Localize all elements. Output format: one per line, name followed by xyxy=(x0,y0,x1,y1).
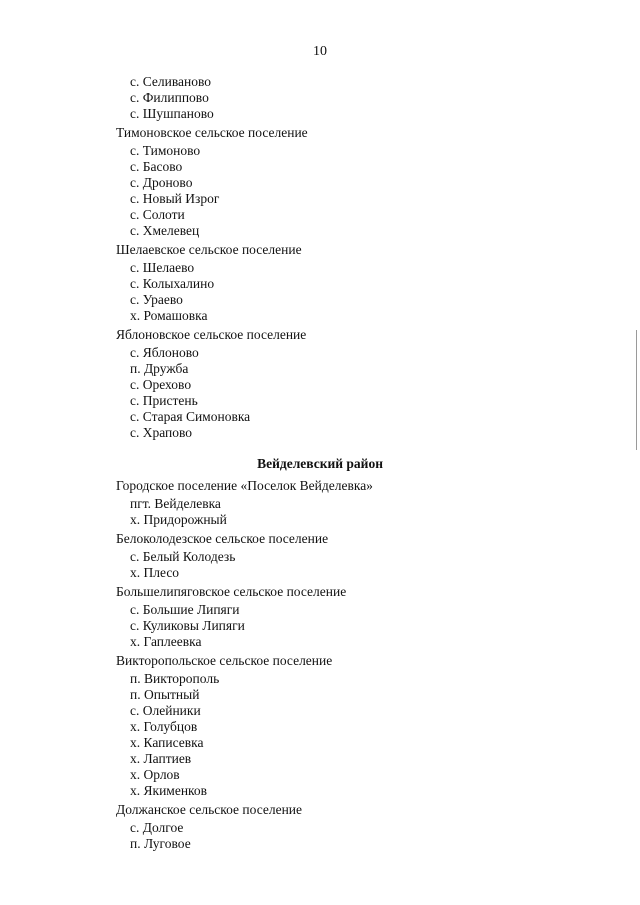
settlement-item: с. Храпово xyxy=(130,425,193,440)
scan-edge-mark xyxy=(636,330,637,450)
settlement-item: х. Лаптиев xyxy=(130,751,192,766)
settlement-item: х. Плесо xyxy=(130,565,180,580)
settlement-item: х. Каписевка xyxy=(130,735,204,750)
settlement-item: с. Дроново xyxy=(130,175,193,190)
settlement-item: х. Гаплеевка xyxy=(130,634,202,649)
settlement-item: с. Шелаево xyxy=(130,260,195,275)
municipality-title: Викторопольское сельское поселение xyxy=(116,653,333,668)
settlement-item: х. Придорожный xyxy=(130,512,227,527)
settlement-item: пгт. Вейделевка xyxy=(130,496,221,511)
municipality-title: Большелипяговское сельское поселение xyxy=(116,584,347,599)
settlement-item: с. Олейники xyxy=(130,703,201,718)
settlement-item: с. Солоти xyxy=(130,207,185,222)
settlement-item: п. Опытный xyxy=(130,687,200,702)
settlement-item: с. Ураево xyxy=(130,292,183,307)
settlement-item: с. Долгое xyxy=(130,820,184,835)
settlement-item: с. Селиваново xyxy=(130,74,212,89)
settlement-item: х. Орлов xyxy=(130,767,180,782)
settlement-item: с. Хмелевец xyxy=(130,223,200,238)
settlement-item: п. Луговое xyxy=(130,836,191,851)
settlement-item: с. Колыхалино xyxy=(130,276,215,291)
settlement-item: с. Орехово xyxy=(130,377,192,392)
settlement-item: п. Дружба xyxy=(130,361,189,376)
municipality-title: Яблоновское сельское поселение xyxy=(116,327,307,342)
settlement-item: с. Шушпаново xyxy=(130,106,214,121)
settlement-item: с. Старая Симоновка xyxy=(130,409,251,424)
settlement-item: с. Яблоново xyxy=(130,345,199,360)
page-number: 10 xyxy=(313,44,327,59)
settlement-item: п. Викторополь xyxy=(130,671,220,686)
settlement-item: с. Белый Колодезь xyxy=(130,549,236,564)
settlement-item: с. Басово xyxy=(130,159,183,174)
settlement-item: с. Пристень xyxy=(130,393,198,408)
settlement-item: с. Новый Изрог xyxy=(130,191,220,206)
municipality-title: Шелаевское сельское поселение xyxy=(116,242,302,257)
settlement-item: с. Филиппово xyxy=(130,90,209,105)
settlement-item: х. Голубцов xyxy=(130,719,198,734)
district-heading: Вейделевский район xyxy=(257,456,383,471)
settlement-item: с. Тимоново xyxy=(130,143,201,158)
settlement-item: с. Большие Липяги xyxy=(130,602,240,617)
municipality-title: Городское поселение «Поселок Вейделевка» xyxy=(116,478,373,493)
municipality-title: Тимоновское сельское поселение xyxy=(116,125,308,140)
settlement-item: с. Куликовы Липяги xyxy=(130,618,245,633)
municipality-title: Должанское сельское поселение xyxy=(116,802,303,817)
municipality-title: Белоколодезское сельское поселение xyxy=(116,531,329,546)
settlement-item: х. Якименков xyxy=(130,783,208,798)
settlement-item: х. Ромашовка xyxy=(130,308,208,323)
